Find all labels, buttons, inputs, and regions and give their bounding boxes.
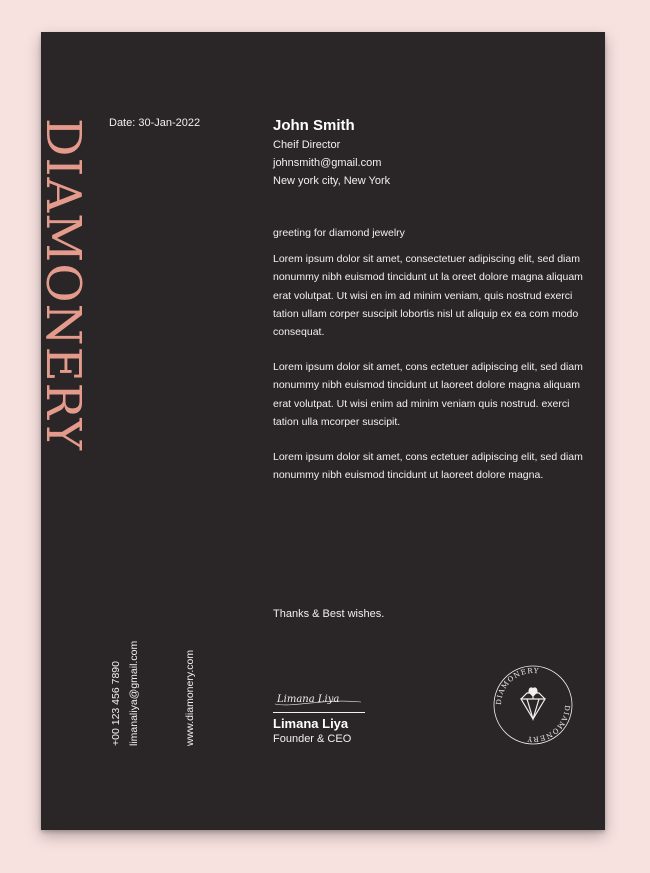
recipient-name: John Smith (273, 117, 355, 134)
recipient-block (273, 116, 573, 190)
signer-title: Founder & CEO (273, 733, 352, 745)
signature-line (273, 712, 365, 713)
letterhead-sheet (35, 32, 605, 830)
brand-wordmark: DIAMONERY (35, 118, 91, 451)
recipient-title: Cheif Director (273, 139, 341, 151)
recipient-address: New york city, New York (273, 175, 391, 187)
logo-ring-text-2: DIAMONERY (526, 704, 572, 744)
recipient-email: johnsmith@gmail.com (273, 157, 382, 169)
letter-body (273, 224, 583, 501)
contact-phone: +00 123 456 7890 (110, 661, 122, 746)
signature-block (273, 682, 373, 746)
letter-paragraph-1: Lorem ipsum dolor sit amet, consectetuer adipiscing elit, sed diam nonummy nibh euismod tincidunt ut la oreet dolore magna aliquam erat volutpat. Ut wisi en im ad minim veniam, quis nostrud exerci tation ullam corper suscipit lobortis nisl ut aliquip ex ea com modo consequat. (273, 253, 583, 339)
diamond-icon (521, 688, 545, 719)
letter-paragraph-2: Lorem ipsum dolor sit amet, cons ectetuer adipiscing elit, sed diam nonummy nibh euismod tincidunt ut laoreet dolore magna aliquam erat volutpat. Ut wisi enim ad minim veniam quis nostrud. exerci tation ulla mcorper suscipit. (273, 361, 583, 428)
contact-email: limanaliya@gmail.com (128, 640, 140, 746)
handwritten-signature (273, 682, 365, 710)
signature-text: Limana Liya (277, 694, 340, 705)
svg-text:DIAMONERY (526, 705, 571, 743)
letter-greeting: greeting for diamond jewelry (273, 227, 405, 239)
diamond-logo (491, 663, 575, 747)
logo-ring-text-1: DIAMONERY (494, 666, 540, 706)
letter-date: Date: 30-Jan-2022 (109, 117, 201, 129)
letter-closing: Thanks & Best wishes. (273, 608, 385, 620)
brand-wordmark-container (35, 118, 91, 758)
contact-website: www.diamonery.com (184, 649, 196, 746)
signer-name: Limana Liya (273, 716, 349, 731)
letter-paragraph-3: Lorem ipsum dolor sit amet, cons ectetuer adipiscing elit, sed diam nonummy nibh euismod tincidunt ut laoreet dolore magna. (273, 451, 583, 482)
